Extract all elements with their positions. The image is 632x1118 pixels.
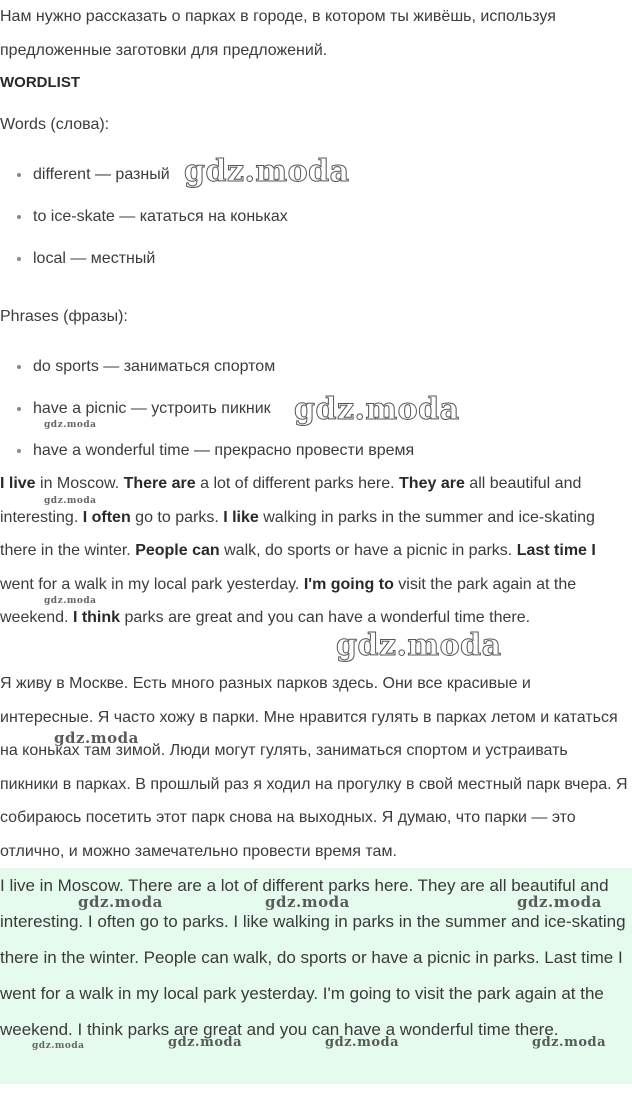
words-heading: Words (слова): [0,116,110,133]
watermark: gdz.moda [44,496,97,506]
wordlist-heading: WORDLIST [0,74,80,91]
watermark: gdz.moda [168,1035,243,1050]
words-list [0,154,620,280]
answer-text: all beautiful and interesting. [0,475,582,526]
answer-text: go to parks. [130,508,224,526]
watermark: gdz.moda [54,729,139,747]
bold-phrase: I often [82,508,131,526]
watermark: gdz.moda [78,893,163,911]
translation-paragraph: Я живу в Москве. Есть много разных парков здесь. Они все красивые и интересные. Я часто хожу в парки. Мне нравится гулять в парках летом и кататься на коньках там зимой. Люди могут гулять, заниматься спортом и устраивать пикники в парках. В прошлый раз я ходил на прогулку в свой местный парк вчера. Я собираюсь посетить этот парк снова на выходных. Я думаю, что парки — это отлично, и можно замечательно провести время там. [0,675,628,860]
watermark: gdz.moda [265,893,350,911]
answer-text: went for a walk in my local park yesterday. [0,575,304,593]
answer-text: visit the park again at the weekend. [0,575,577,626]
english-answer-box [0,868,632,1084]
watermark: gdz.moda [184,154,350,189]
bold-phrase: There are [123,475,196,492]
bold-phrase: Last time I [516,542,596,559]
watermark: gdz.moda [517,893,602,911]
watermark: gdz.moda [44,596,97,606]
bold-phrase: I like [223,508,259,526]
answer-text: in Moscow. [35,475,124,492]
watermark: gdz.moda [532,1035,607,1050]
bold-phrase: I live [0,475,36,492]
english-answer-text: I live in Moscow. There are a lot of different parks here. They are all beautiful and interesting. I often go to parks. I like walking in parks in the summer and ice-skating there in the winter. People can walk, do sports or have a picnic in parks. Last time I went for a walk in my local park yesterday. I'm going to visit the park again at the weekend. I think parks are great and you can have a wonderful time there. [0,876,626,1039]
phrases-heading: Phrases (фразы): [0,308,128,325]
bold-phrase: I think [72,609,121,626]
answer-text: walk, do sports or have a picnic in parks. [219,542,517,559]
list-item: different — разный [0,154,620,196]
phrases-list [0,346,620,472]
bold-phrase: People can [135,542,220,559]
watermark: gdz.moda [336,628,502,663]
list-item: have a picnic — устроить пикник [0,388,620,430]
bold-phrase: They are [399,475,465,492]
watermark: gdz.moda [325,1035,400,1050]
bold-phrase: I'm going to [303,575,394,593]
watermark: gdz.moda [294,392,460,427]
intro-text: Нам нужно рассказать о парках в городе, в котором ты живёшь, используя предложенные заготовки для предложений. [0,8,556,59]
answer-text: walking in parks in the summer and ice-skating there in the winter. [0,508,595,559]
list-item: to ice-skate — кататься на коньках [0,196,620,238]
answer-paragraph [0,467,628,635]
list-item: local — местный [0,238,620,280]
watermark: gdz.moda [32,1041,85,1051]
answer-text: parks are great and you can have a wonderful time there. [120,609,531,626]
list-item: have a wonderful time — прекрасно провести время [0,430,620,472]
watermark: gdz.moda [44,420,97,430]
answer-text: a lot of different parks here. [195,475,400,492]
list-item: do sports — заниматься спортом [0,346,620,388]
